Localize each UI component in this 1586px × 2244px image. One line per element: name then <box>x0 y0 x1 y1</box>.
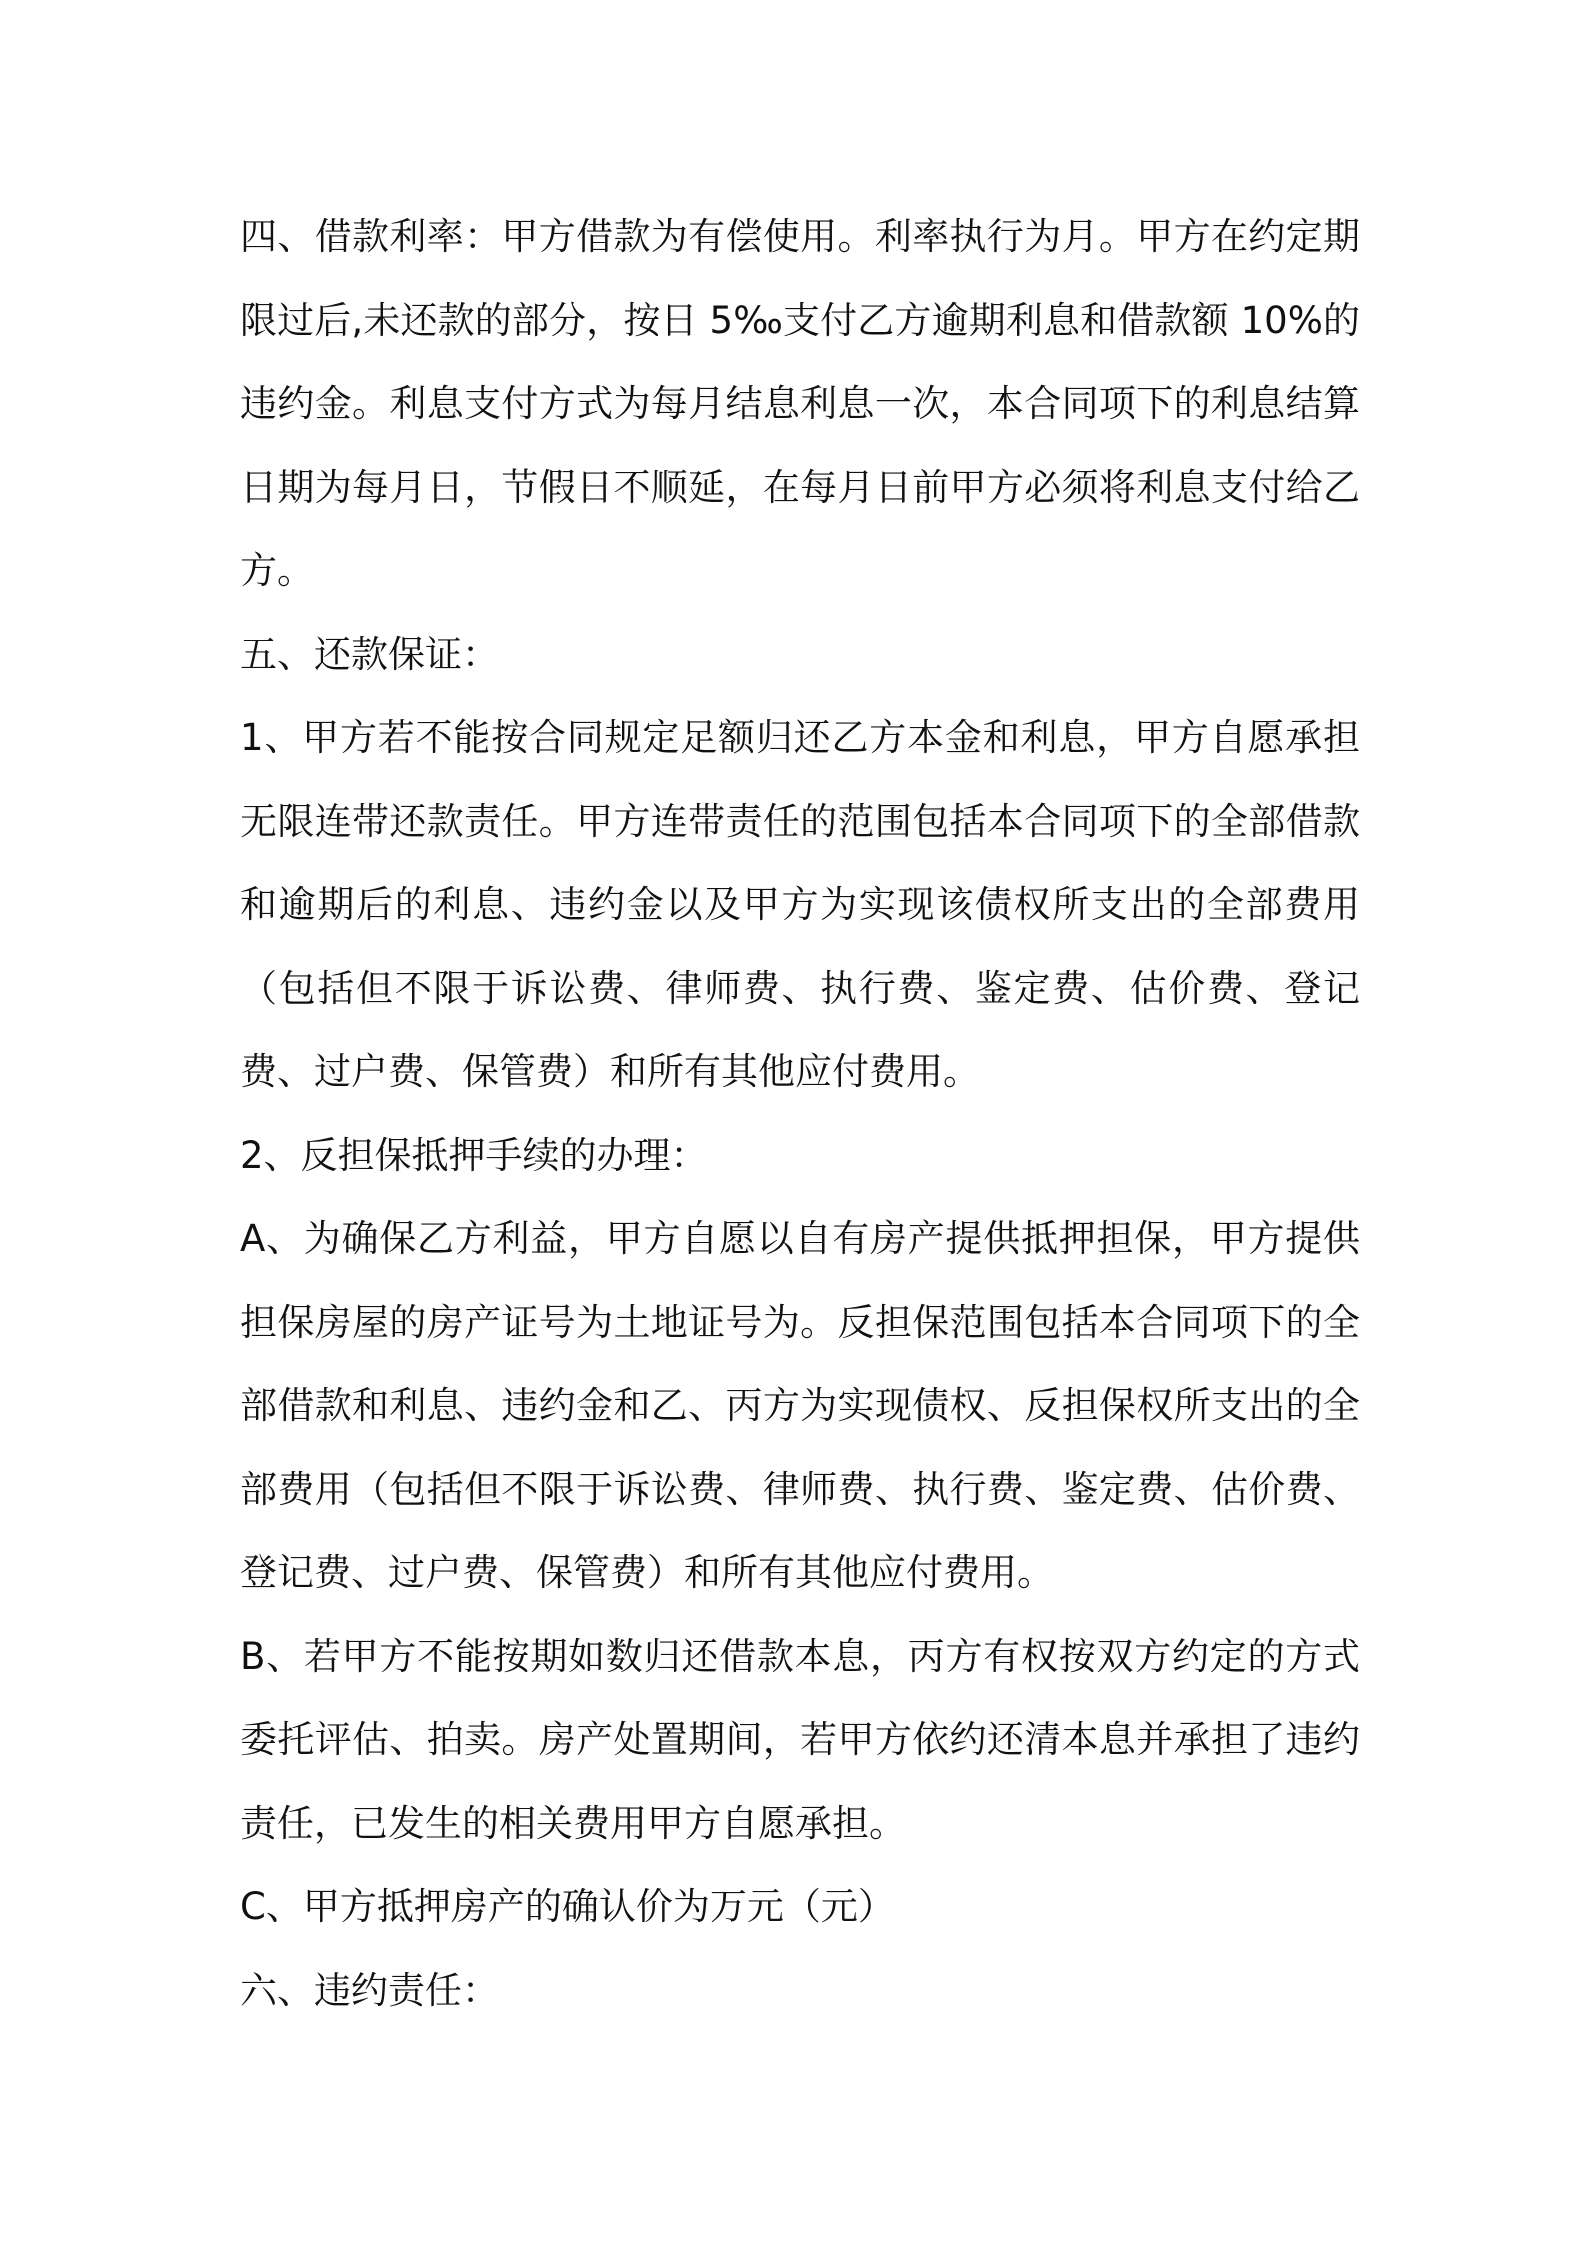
clause-5-item-b: B、若甲方不能按期如数归还借款本息，丙方有权按双方约定的方式委托评估、拍卖。房产处置期间，若甲方依约还清本息并承担了违约责任，已发生的相关费用甲方自愿承担。 <box>240 1634 1360 1845</box>
clause-5-item-2-heading: 2、反担保抵押手续的办理： <box>240 1133 708 1177</box>
document-page <box>240 195 1360 2032</box>
clause-5-item-1: 1、甲方若不能按合同规定足额归还乙方本金和利息，甲方自愿承担无限连带还款责任。甲方连带责任的范围包括本合同项下的全部借款和逾期后的利息、违约金以及甲方为实现该债权所支出的全部费用（包括但不限于诉讼费、律师费、执行费、鉴定费、估价费、登记费、过户费、保管费）和所有其他应付费用。 <box>240 716 1360 1093</box>
clause-5-item-c: C、甲方抵押房产的确认价为万元（元） <box>240 1885 895 1928</box>
clause-6-heading: 六、违约责任： <box>240 1968 499 2012</box>
clause-5-heading: 五、还款保证： <box>240 632 499 676</box>
clause-4-interest-rate: 四、借款利率：甲方借款为有偿使用。利率执行为月。甲方在约定期限过后,未还款的部分，按日 5‰支付乙方逾期利息和借款额 10%的违约金。利息支付方式为每月结息利息一次，本合同项下的利息结算日期为每月日，节假日不顺延，在每月日前甲方必须将利息支付给乙方。 <box>240 215 1360 592</box>
clause-5-item-a: A、为确保乙方利益，甲方自愿以自有房产提供抵押担保，甲方提供担保房屋的房产证号为土地证号为。反担保范围包括本合同项下的全部借款和利息、违约金和乙、丙方为实现债权、反担保权所支出的全部费用（包括但不限于诉讼费、律师费、执行费、鉴定费、估价费、登记费、过户费、保管费）和所有其他应付费用。 <box>240 1217 1360 1594</box>
